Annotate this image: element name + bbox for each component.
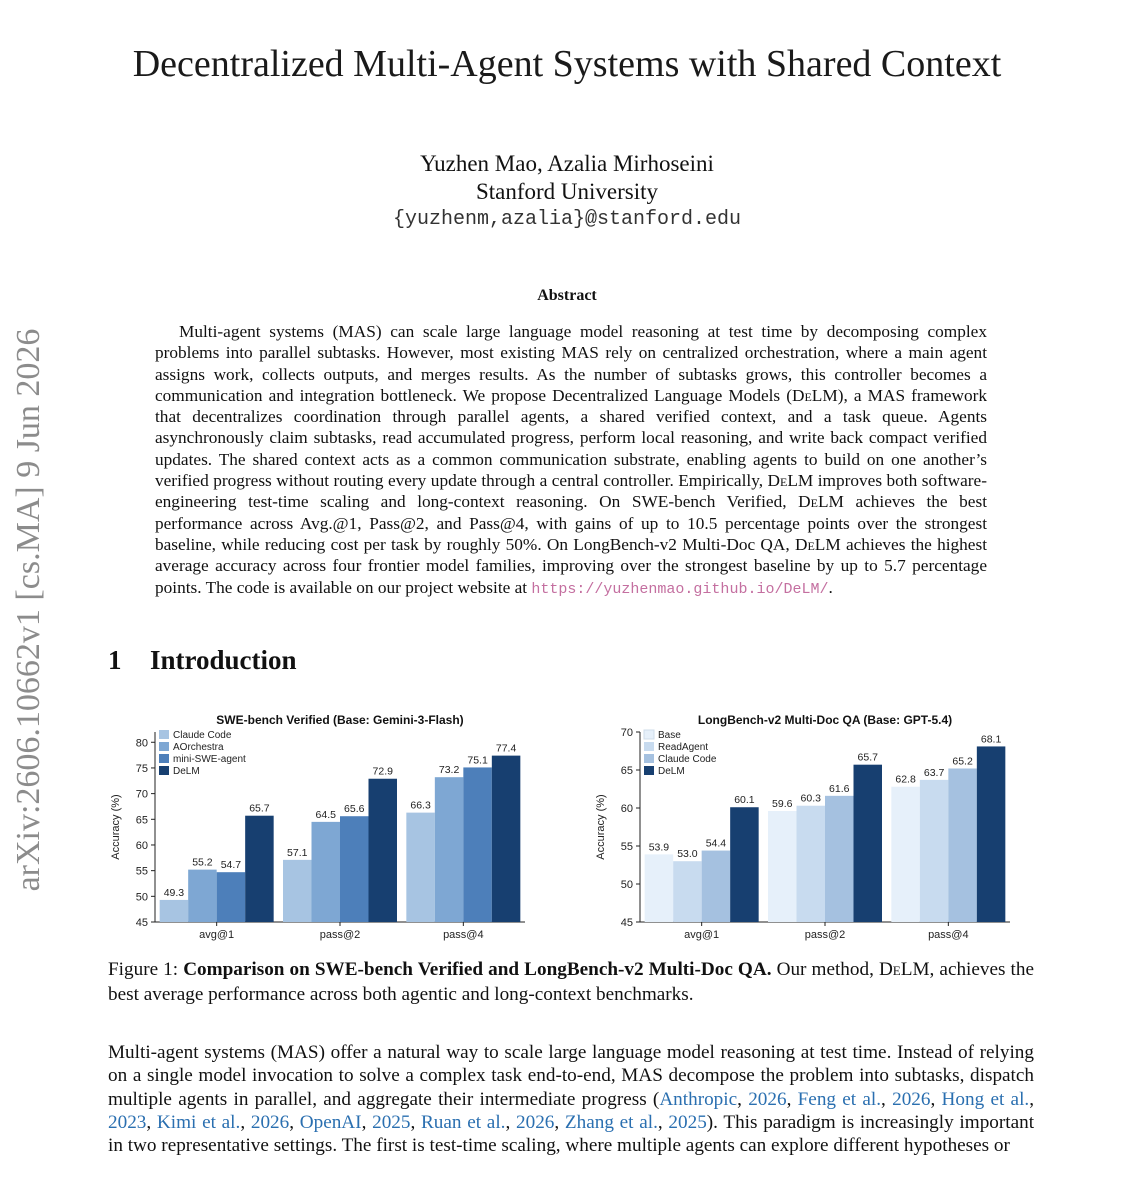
bar [673,861,702,922]
method-name: DeLM [798,492,844,512]
bar-value-label: 63.7 [923,766,945,779]
arxiv-identifier: arXiv:2606.10662v1 [cs.MA] 9 Jun 2026 [10,328,47,892]
y-tick-label: 45 [620,917,633,929]
figure-caption [108,957,1034,1007]
legend-label: DeLM [658,766,685,777]
section-title: Introduction [150,645,297,675]
x-tick-label: avg@1 [684,929,720,941]
bar [891,787,920,922]
citation-sep: , [505,1111,516,1133]
legend-label: mini-SWE-agent [173,754,246,765]
longbench-chart [590,708,1030,948]
legend-label: DeLM [173,766,200,777]
citation-year-link[interactable]: 2023 [108,1111,147,1133]
intro-text: ). This paradigm is increasingly important in two representative settings. The first is test-time scaling, where multiple agents can explore different hypotheses or [108,1111,1035,1157]
y-tick-label: 55 [620,841,633,853]
x-tick-label: pass@4 [443,929,484,941]
citation-sep: , [657,1111,669,1133]
paper-title: Decentralized Multi-Agent Systems with Shared Context [132,43,1002,85]
bar-value-label: 60.1 [734,794,755,807]
y-tick-label: 65 [620,765,633,777]
bar-value-label: 57.1 [287,846,308,859]
abstract-part: achieves the highest average accuracy across four frontier model families, improving over the strongest baseline by up to 5.7 percentage points. The code is available on our project website at [155,534,988,597]
x-tick-label: pass@2 [804,929,846,941]
y-tick-label: 45 [135,917,148,929]
bar [645,854,674,922]
legend-label: ReadAgent [658,742,709,753]
citation-sep: , [737,1088,749,1110]
swe-bench-chart [105,708,545,948]
citation-sep: , [786,1088,798,1110]
bar-value-label: 65.7 [857,751,878,764]
citation-link[interactable]: Feng et al. [797,1088,882,1110]
citation-sep: , [146,1111,157,1133]
caption-text: , achieves the best average performance across both agentic and long-context benchmarks. [108,959,1034,1005]
author-affiliation: Stanford University [475,179,659,204]
bar [768,811,797,922]
y-tick-label: 50 [135,891,148,904]
citation-year-link[interactable]: 2026 [250,1111,290,1133]
bar-value-label: 62.8 [895,773,916,786]
y-tick-label: 65 [135,814,148,827]
legend-label: Claude Code [173,730,232,741]
method-name: DeLM [794,534,841,554]
abstract-part: improves both software-engineering test-time scaling and long-context reasoning. On SWE-bench Verified, [155,471,987,512]
legend-swatch [159,730,169,739]
legend-label: Base [658,730,681,741]
bar [797,806,826,922]
bar-value-label: 75.1 [467,754,488,767]
bar-value-label: 53.9 [648,841,670,854]
citation-sep: , [410,1111,421,1133]
citation-year-link[interactable]: 2025 [372,1111,411,1133]
citation-sep: , [1029,1088,1035,1110]
legend-swatch [159,742,169,751]
citation-year-link[interactable]: 2025 [668,1111,707,1133]
x-tick-label: pass@4 [928,929,969,941]
bar-value-label: 54.4 [705,837,727,850]
bar-value-label: 73.2 [438,764,460,777]
citation-year-link[interactable]: 2026 [748,1088,787,1110]
bar [369,779,398,922]
abstract-part: ), a MAS framework that decentralizes coordination through parallel agents, a shared verified context, and a task queue. Agents asynchronously claim subtasks, read accumulated progress, perform local reasoning, and write back compact verified updates. The shared context acts as a common communication substrate, enabling agents to build on one another’s verified progress without routing every update through a central controller. Empirically, [155,385,987,491]
abstract-part: achieves the best performance across Avg.@1, Pass@2, and Pass@4, with gains of up to 10.5 percentage points over the strongest baseline, while reducing cost per task by roughly 50%. On LongBench-v2 Multi-Doc QA, [155,492,988,554]
intro-text: Multi-agent systems (MAS) offer a natural way to scale large language model reasoning at test time. Instead of relying on a single model invocation to solve a complex task end-to-end, MAS decompose the problem into subtasks, dispatch multiple agents in parallel, and aggregate their intermediate progress ( [108,1042,1034,1110]
project-website-link[interactable]: https://yuzhenmao.github.io/DeLM/ [531,580,829,598]
bar [217,872,246,922]
citation-sep: , [289,1111,300,1133]
bar [825,796,854,922]
section-number: 1 [108,645,122,675]
bar [463,767,492,922]
caption-label: Figure 1: [108,959,184,980]
y-tick-label: 80 [135,737,148,750]
chart-title: SWE-bench Verified (Base: Gemini-3-Flash) [216,713,464,727]
bar-value-label: 59.6 [772,798,793,811]
method-name: DeLM [878,959,930,980]
citation-year-link[interactable]: 2026 [892,1088,931,1110]
citation-link[interactable]: OpenAI [299,1111,362,1133]
bar-value-label: 49.3 [163,886,185,899]
abstract-part: Multi-agent systems (MAS) can scale large language model reasoning at test time by decomposing complex problems into parallel subtasks. However, most existing MAS rely on centralized orchestration, where a main agent assigns work, collects outputs, and merges results. As the number of subtasks grows, this controller becomes a communication and integration bottleneck. We propose Decentralized Language Models ( [155,322,987,405]
y-tick-label: 60 [135,839,148,852]
bar [312,822,341,922]
bar-value-label: 65.6 [344,803,365,816]
bar-value-label: 65.2 [952,755,973,768]
y-tick-label: 50 [620,879,633,891]
bar-value-label: 65.7 [249,802,270,815]
bar-value-label: 68.1 [980,733,1002,746]
citation-sep: , [240,1111,251,1133]
author-emails: {yuzhenm,azalia}@stanford.edu [392,208,742,231]
legend-swatch [644,754,654,763]
author-names: Yuzhen Mao, Azalia Mirhoseini [420,151,714,176]
bar [340,816,369,922]
citation-link[interactable]: Zhang et al. [564,1111,658,1133]
abstract-part: . [828,577,833,597]
citation-link[interactable]: Hong et al. [941,1088,1030,1110]
bar [160,900,189,922]
bar [730,807,759,922]
caption-bold: Comparison on SWE-bench Verified and LongBench-v2 Multi-Doc QA. [183,959,772,980]
y-tick-label: 70 [135,788,148,801]
bar [283,860,312,922]
legend-swatch [159,754,169,763]
y-tick-label: 55 [135,865,148,878]
intro-paragraph [108,1041,1034,1157]
bar [948,768,977,922]
citation-sep: , [554,1111,565,1133]
method-name: DeLM [767,471,814,491]
bar [492,756,521,922]
x-tick-label: avg@1 [199,929,235,941]
caption-text: Our method, [771,959,879,980]
y-axis-label: Accuracy (%) [595,794,607,860]
bar-value-label: 61.6 [829,782,850,795]
bar [435,777,464,922]
bar [406,813,435,922]
bar-value-label: 54.7 [220,859,242,872]
legend-swatch [644,766,654,775]
citation-sep: , [930,1088,942,1110]
bar [188,870,217,922]
y-tick-label: 75 [135,762,148,775]
section-heading [108,645,297,676]
bar-value-label: 53.0 [677,848,698,861]
bar [702,851,730,922]
bar [977,746,1006,922]
chart-title: LongBench-v2 Multi-Doc QA (Base: GPT-5.4) [697,713,953,727]
abstract-text [155,321,987,600]
bar-value-label: 60.3 [800,792,821,805]
legend-label: AOrchestra [173,742,224,753]
legend-swatch [159,766,169,775]
bar-value-label: 72.9 [372,765,393,778]
bar-value-label: 77.4 [495,742,517,755]
bar-value-label: 64.5 [315,808,336,821]
abstract-heading: Abstract [537,287,597,304]
bar [245,816,274,922]
y-tick-label: 70 [620,727,633,739]
y-tick-label: 60 [620,803,633,815]
y-axis-label: Accuracy (%) [110,794,122,860]
bar-value-label: 66.3 [410,799,431,812]
method-name: DeLM [792,385,838,405]
citation-link[interactable]: Ruan et al. [421,1111,506,1133]
legend-label: Claude Code [658,754,717,765]
bar-value-label: 55.2 [192,856,213,869]
citation-year-link[interactable]: 2026 [516,1111,555,1133]
citation-sep: , [881,1088,893,1110]
citation-sep: , [361,1111,373,1133]
citation-link[interactable]: Anthropic [659,1088,738,1110]
legend-swatch [644,730,654,739]
citation-link[interactable]: Kimi et al. [156,1111,241,1133]
bar [854,765,883,922]
bar [920,780,949,922]
legend-swatch [644,742,654,751]
x-tick-label: pass@2 [319,929,361,941]
